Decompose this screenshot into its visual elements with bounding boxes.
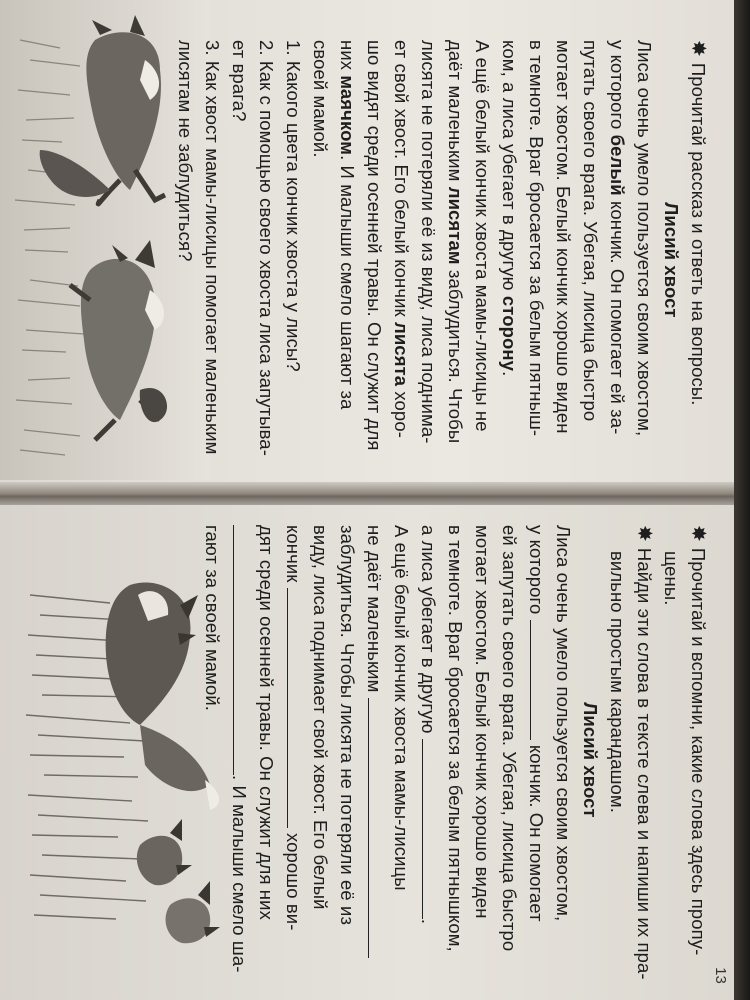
page-number: 13 [711,967,729,984]
question-line: 2. Как с помощью своего хвоста лиса запутыва- [256,40,277,456]
star-icon: ✸ [633,525,655,542]
story-text-fragment: в темноте. Враг бросается за белым пятныш- [526,40,547,437]
bold-word: лисятам [445,186,466,265]
story-text-fragment: даёт маленьким [445,40,466,187]
cloze-line-6: а лиса убегает в другую . [418,525,439,925]
question-line: 3. Как хвост мамы-лисицы помогает маленьким [202,40,223,455]
story-line [631,40,658,480]
story-line [577,40,604,480]
story-text-fragment: них [337,40,358,76]
star-icon: ✸ [687,525,709,542]
story-line [388,40,415,480]
story-line [604,40,631,480]
bottom-page-text: ✸Прочитай и вспомни, какие слова здесь пропу- щены. ✸Найди эти слова в тексте слева и напиши их пра- вильно простым карандашом. Лисий хвост Лиса очень умело пользуется своим хвостом, у которого кончик. Он помогает ей запутать своего врага. Убегая, лисица быстро мотает хвостом. Белый кончик хорошо виден в темноте. Враг бросается за белым пятнышком, а лиса убегает в другую . А ещё белый кончик хвоста мамы-лисицы не даёт маленьким заблудиться. Чтобы лисята не потеряли её из виду, лиса поднимает свой хвост. Его белый кончик хорошо ви- дят среди осенней травы. Он служит для них . И малыши смело ша- гают за своей мамой. [199,525,712,995]
story-line [469,40,496,480]
cloze-line-1: у которого кончик. Он помогает [526,525,547,922]
story-text-fragment: у которого [607,40,628,135]
answer-blank[interactable] [530,620,549,740]
story-text-fragment: своей мамой. [310,40,331,158]
story-line [550,40,577,480]
story-text-fragment: шо видят среди осенней травы. Он служит для [364,40,385,451]
instruction-1: ✸Прочитай и вспомни, какие слова здесь пропу- [687,525,709,956]
left-page [0,0,750,485]
story-text-fragment: ком, а лиса убегает в другую [499,40,520,296]
desk-background [734,0,750,1000]
story-line [442,40,469,480]
story-line [334,40,361,480]
star-icon: ✸ [687,40,709,57]
story-text-fragment: Лиса очень умело пользуется своим хвостом, [634,40,655,437]
bold-word: маячком [337,75,358,156]
answer-blank[interactable] [422,739,441,919]
cloze-line-14: . И малыши смело ша- [226,525,253,995]
story-text-fragment: ет свой хвост. Его белый кончик [391,40,412,322]
question-line: 1. Какого цвета кончик хвоста у лисы? [283,40,304,372]
instruction-line: ✸Прочитай рассказ и ответь на вопросы. [687,40,709,406]
story-text [307,40,658,480]
cloze-line-11: кончик хорошо ви- [283,525,304,931]
story-text-fragment: хоро- [391,386,412,438]
story-line [307,40,334,480]
story-text-fragment: . И малыши смело шагают за [337,155,358,410]
story-text-fragment: . [499,371,520,377]
story-text-fragment: заблудиться. Чтобы [445,264,466,444]
story-line [523,40,550,480]
story-text-fragment: кончик. Он помогает ей за- [607,195,628,435]
answer-blank[interactable] [368,698,387,958]
story-title: Лисий хвост [661,202,682,318]
story-line [496,40,523,480]
bold-word: лисята [391,321,412,387]
story-line [415,40,442,480]
bold-word: сторону [499,295,520,372]
bold-word: белый [607,134,628,196]
story-text-fragment: путать своего врага. Убегая, лисица быстро [580,40,601,422]
instruction-2: ✸Найди эти слова в тексте слева и напиши их пра- [633,525,655,980]
story-title-cloze: Лисий хвост [580,702,601,818]
story-line [361,40,388,480]
question-line: лисятам не заблудиться? [175,40,196,262]
question-line: ет врага? [229,40,250,122]
questions-list [172,40,307,480]
top-page-text [172,40,712,480]
story-text-fragment: А ещё белый кончик хвоста мамы-лисицы не [472,40,493,432]
cloze-line-8: не даёт маленьким [361,525,388,995]
answer-blank[interactable] [287,588,306,828]
right-page [0,505,750,1000]
answer-blank[interactable] [233,525,252,775]
story-text-fragment: лисята не потеряли её из виду, лиса поднима- [418,40,439,444]
story-text-fragment: мотает хвостом. Белый кончик хорошо виден [553,40,574,434]
